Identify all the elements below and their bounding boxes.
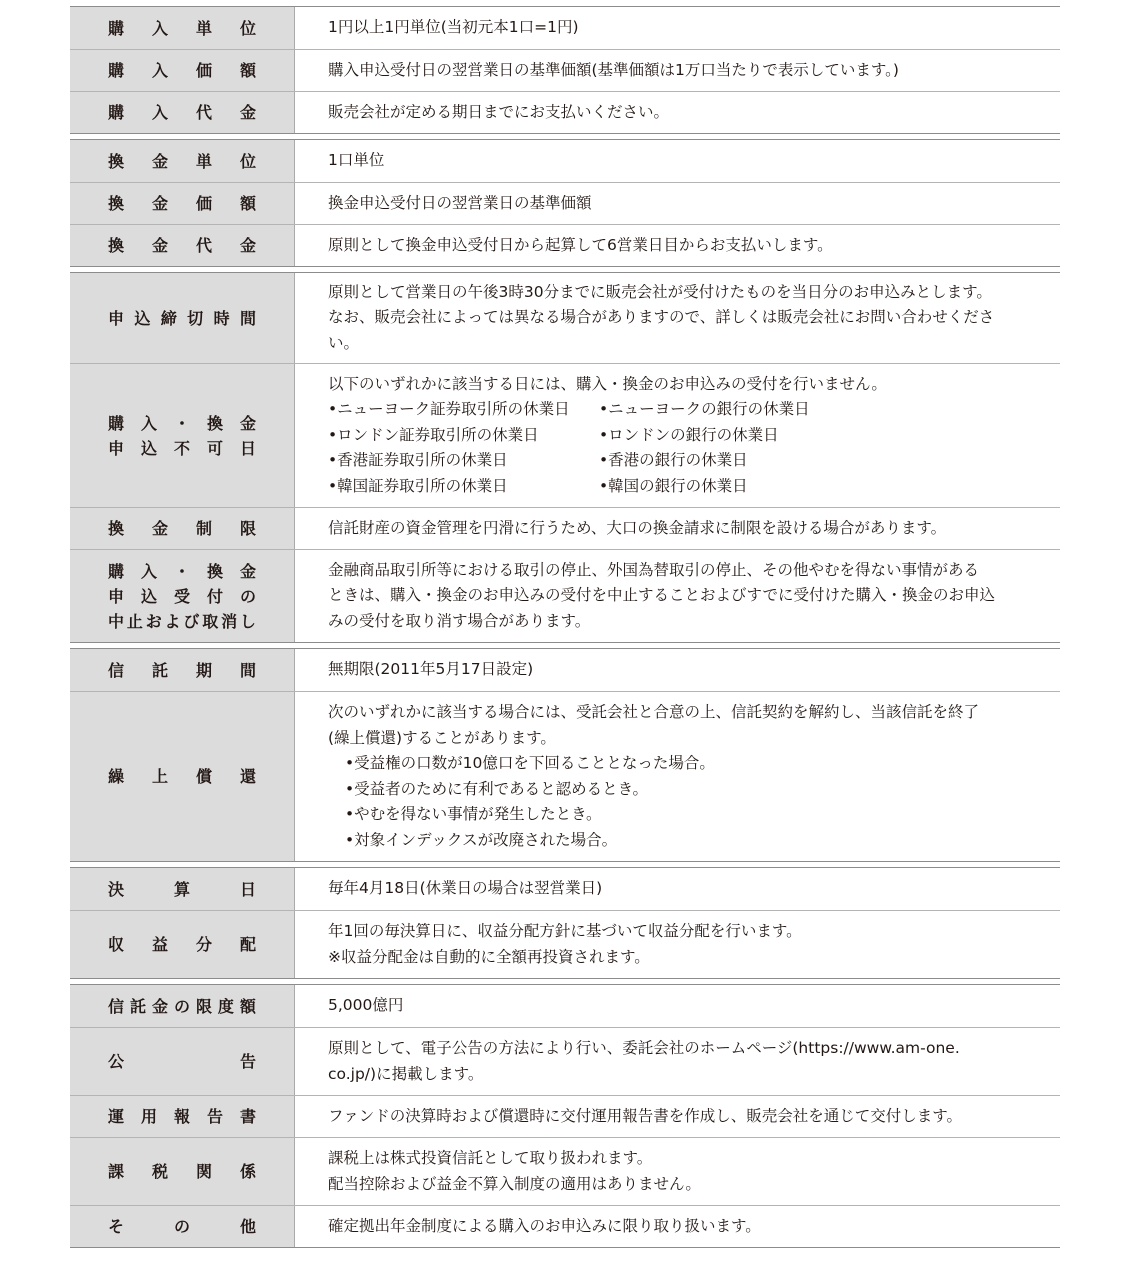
label-char: 収 bbox=[108, 935, 125, 954]
row-value bbox=[295, 364, 1060, 507]
row-label-line bbox=[108, 932, 256, 957]
row-value bbox=[295, 550, 1060, 642]
label-char: 制 bbox=[195, 519, 212, 538]
label-char: 換 bbox=[108, 236, 125, 255]
label-char: 価 bbox=[195, 194, 212, 213]
row-label-line bbox=[108, 233, 256, 258]
row-label bbox=[70, 225, 295, 266]
label-char: 分 bbox=[195, 935, 212, 954]
holiday-item: •ニューヨーク証券取引所の休業日 bbox=[328, 400, 570, 419]
label-char: 限 bbox=[195, 996, 212, 1016]
label-char: 税 bbox=[151, 1162, 168, 1181]
label-char: 入 bbox=[151, 103, 168, 122]
label-char: 額 bbox=[239, 194, 256, 213]
label-char: 告 bbox=[239, 1052, 256, 1071]
row-label-line bbox=[108, 516, 256, 541]
label-char: 金 bbox=[239, 561, 256, 581]
row-label bbox=[70, 7, 295, 49]
label-char: 決 bbox=[108, 879, 125, 899]
row-label-line bbox=[108, 658, 256, 683]
label-char: 繰 bbox=[108, 767, 125, 786]
label-char: 代 bbox=[195, 103, 212, 122]
value-line: 原則として換金申込受付日から起算して6営業日目からお支払いします。 bbox=[328, 235, 833, 254]
row-label bbox=[70, 911, 295, 978]
row-label bbox=[70, 550, 295, 642]
table-row bbox=[70, 182, 1060, 224]
label-char: 日 bbox=[239, 438, 256, 458]
table-row bbox=[70, 985, 1060, 1027]
row-label-line bbox=[108, 764, 256, 789]
holiday-list bbox=[328, 397, 1046, 499]
row-label bbox=[70, 364, 295, 507]
row-label bbox=[70, 868, 295, 910]
value-line: 次のいずれかに該当する場合には、受託会社と合意の上、信託契約を解約し、当該信託を終了 bbox=[328, 703, 980, 721]
value-line: 原則として営業日の午後3時30分までに販売会社が受付けたものを当日分のお申込みとします。 bbox=[328, 282, 992, 301]
row-label-line bbox=[108, 306, 256, 331]
label-char: 申 bbox=[108, 308, 125, 328]
holiday-item: •香港の銀行の休業日 bbox=[599, 451, 748, 470]
label-char: の bbox=[173, 996, 190, 1016]
label-char: 間 bbox=[239, 308, 256, 328]
holiday-item: •韓国証券取引所の休業日 bbox=[328, 476, 508, 495]
table-row bbox=[70, 1027, 1060, 1095]
label-char: 入 bbox=[151, 18, 168, 38]
holiday-item: •韓国の銀行の休業日 bbox=[599, 476, 748, 495]
value-line: い。 bbox=[328, 333, 360, 352]
label-char: 係 bbox=[239, 1162, 256, 1181]
label-char: 消 bbox=[221, 611, 238, 631]
table-section bbox=[70, 648, 1060, 862]
label-char: お bbox=[145, 611, 162, 631]
label-char: 換 bbox=[108, 194, 125, 213]
value-line: 1口単位 bbox=[328, 151, 385, 170]
label-char: 金 bbox=[151, 996, 168, 1016]
row-label-line bbox=[108, 609, 256, 634]
table-row bbox=[70, 868, 1060, 910]
row-label bbox=[70, 92, 295, 133]
label-char: 公 bbox=[108, 1052, 125, 1071]
bullet-item: •受益者のために有利であると認めるとき。 bbox=[345, 779, 649, 798]
row-label-line bbox=[108, 1159, 256, 1184]
row-value bbox=[295, 692, 1060, 861]
label-char: 用 bbox=[140, 1107, 157, 1126]
label-char: 信 bbox=[108, 660, 125, 680]
table-row bbox=[70, 910, 1060, 978]
row-label bbox=[70, 1028, 295, 1095]
table-row bbox=[70, 549, 1060, 642]
value-line: 換金申込受付日の翌営業日の基準価額 bbox=[328, 193, 592, 212]
bullet-item: •受益権の口数が10億口を下回ることとなった場合。 bbox=[345, 754, 715, 772]
row-label bbox=[70, 692, 295, 861]
label-char: 算 bbox=[173, 879, 190, 899]
table-row bbox=[70, 7, 1060, 49]
label-char: 取 bbox=[202, 611, 219, 631]
table-row bbox=[70, 224, 1060, 266]
value-line: 5,000億円 bbox=[328, 996, 404, 1015]
label-char: 間 bbox=[239, 660, 256, 680]
label-char: 購 bbox=[108, 61, 125, 80]
label-char: 託 bbox=[129, 996, 146, 1016]
label-char: 換 bbox=[206, 561, 223, 581]
row-label bbox=[70, 508, 295, 549]
table-section bbox=[70, 867, 1060, 979]
value-line: 以下のいずれかに該当する日には、購入・換金のお申込みの受付を行いません。 bbox=[328, 374, 887, 393]
label-char: 位 bbox=[239, 151, 256, 171]
label-char: 期 bbox=[195, 660, 212, 680]
row-label-line bbox=[108, 994, 256, 1019]
label-char: 金 bbox=[151, 236, 168, 255]
row-label-line bbox=[108, 1214, 256, 1239]
value-line: なお、販売会社によっては異なる場合がありますので、詳しくは販売会社にお問い合わせくださ bbox=[328, 308, 995, 327]
row-label-line bbox=[108, 411, 256, 436]
label-char: の bbox=[239, 586, 256, 606]
label-char: 入 bbox=[140, 561, 157, 581]
table-row bbox=[70, 49, 1060, 91]
label-char: 価 bbox=[195, 61, 212, 80]
row-value bbox=[295, 649, 1060, 691]
label-char: 金 bbox=[239, 103, 256, 122]
label-char: 換 bbox=[108, 519, 125, 538]
row-value bbox=[295, 985, 1060, 1027]
label-char: 購 bbox=[108, 413, 125, 433]
row-label bbox=[70, 50, 295, 91]
table-row bbox=[70, 1205, 1060, 1247]
table-row bbox=[70, 507, 1060, 549]
row-label bbox=[70, 1138, 295, 1205]
row-value bbox=[295, 225, 1060, 266]
table-row bbox=[70, 691, 1060, 861]
bullet-item: •対象インデックスが改廃された場合。 bbox=[345, 830, 618, 849]
value-line: 原則として、電子公告の方法により行い、委託会社のホームページ(https://www.am-one. bbox=[328, 1039, 960, 1057]
label-char: 書 bbox=[239, 1107, 256, 1126]
label-char: 時 bbox=[213, 308, 230, 328]
row-label-line bbox=[108, 436, 256, 461]
label-char: 代 bbox=[195, 236, 212, 255]
value-line: (繰上償還)することがあります。 bbox=[328, 728, 556, 747]
label-char: 申 bbox=[108, 438, 125, 458]
row-label bbox=[70, 140, 295, 182]
row-label bbox=[70, 649, 295, 691]
label-char: 上 bbox=[151, 767, 168, 786]
value-line: ときは、購入・換金のお申込みの受付を中止することおよびすでに受付けた購入・換金のお申込 bbox=[328, 586, 995, 605]
table-section bbox=[70, 6, 1060, 134]
row-value bbox=[295, 508, 1060, 549]
row-value bbox=[295, 1138, 1060, 1205]
table-row bbox=[70, 273, 1060, 363]
row-label-line bbox=[108, 877, 256, 902]
label-char: 託 bbox=[151, 660, 168, 680]
label-char: 日 bbox=[239, 879, 256, 899]
label-char: 受 bbox=[173, 586, 190, 606]
row-label-line bbox=[108, 559, 256, 584]
label-char: し bbox=[239, 611, 256, 631]
value-line: 信託財産の資金管理を円滑に行うため、大口の換金請求に制限を設ける場合があります。 bbox=[328, 518, 947, 537]
table-row bbox=[70, 140, 1060, 182]
row-label-line bbox=[108, 191, 256, 216]
row-value bbox=[295, 868, 1060, 910]
row-label bbox=[70, 1206, 295, 1247]
row-value bbox=[295, 92, 1060, 133]
bullet-item: •やむを得ない事情が発生したとき。 bbox=[345, 805, 602, 823]
label-char: の bbox=[173, 1217, 190, 1236]
label-char: 金 bbox=[239, 413, 256, 433]
label-char: 配 bbox=[239, 935, 256, 954]
label-char: 購 bbox=[108, 561, 125, 581]
label-char: 単 bbox=[195, 151, 212, 171]
value-line: 確定拠出年金制度による購入のお申込みに限り取り扱います。 bbox=[328, 1216, 761, 1235]
label-char: 切 bbox=[187, 308, 204, 328]
label-char: 換 bbox=[108, 151, 125, 171]
label-char: 還 bbox=[239, 767, 256, 786]
label-char: 償 bbox=[195, 767, 212, 786]
label-char: 不 bbox=[173, 438, 190, 458]
row-value bbox=[295, 50, 1060, 91]
holiday-item: •ニューヨークの銀行の休業日 bbox=[599, 400, 810, 419]
table-row bbox=[70, 91, 1060, 133]
holiday-item: •香港証券取引所の休業日 bbox=[328, 451, 508, 470]
holiday-item: •ロンドンの銀行の休業日 bbox=[599, 425, 779, 444]
label-char: 金 bbox=[151, 151, 168, 171]
row-value bbox=[295, 140, 1060, 182]
row-label-line bbox=[108, 100, 256, 125]
row-value bbox=[295, 7, 1060, 49]
label-char: 入 bbox=[151, 61, 168, 80]
label-char: 他 bbox=[239, 1217, 256, 1236]
value-line: 配当控除および益金不算入制度の適用はありません。 bbox=[328, 1174, 701, 1193]
label-char: 込 bbox=[140, 438, 157, 458]
label-char: 関 bbox=[195, 1162, 212, 1181]
label-char: 止 bbox=[126, 611, 143, 631]
label-char: 報 bbox=[173, 1107, 190, 1126]
table-section bbox=[70, 139, 1060, 267]
value-line: 無期限(2011年5月17日設定) bbox=[328, 660, 534, 679]
value-line: 年1回の毎決算日に、収益分配方針に基づいて収益分配を行います。 bbox=[328, 922, 802, 940]
value-line: ※収益分配金は自動的に全額再投資されます。 bbox=[328, 947, 650, 966]
label-char: 付 bbox=[206, 586, 223, 606]
label-char: 締 bbox=[160, 308, 177, 328]
value-line: みの受付を取り消す場合があります。 bbox=[328, 611, 591, 630]
label-char: 換 bbox=[206, 413, 223, 433]
label-char: 額 bbox=[239, 61, 256, 80]
label-char: 入 bbox=[140, 413, 157, 433]
row-value bbox=[295, 911, 1060, 978]
label-char: 信 bbox=[108, 996, 125, 1016]
row-value bbox=[295, 1206, 1060, 1247]
label-char: そ bbox=[108, 1217, 125, 1236]
label-char: 限 bbox=[239, 519, 256, 538]
label-char: 度 bbox=[217, 996, 234, 1016]
label-char: 中 bbox=[108, 611, 125, 631]
row-label bbox=[70, 273, 295, 363]
label-char: 金 bbox=[151, 519, 168, 538]
row-value bbox=[295, 1028, 1060, 1095]
fund-info-table bbox=[70, 6, 1060, 1253]
label-char: 金 bbox=[151, 194, 168, 213]
label-char: 位 bbox=[239, 18, 256, 38]
label-char: 金 bbox=[239, 236, 256, 255]
label-char: 告 bbox=[206, 1107, 223, 1126]
table-row bbox=[70, 363, 1060, 507]
label-char: 込 bbox=[134, 308, 151, 328]
label-char: 益 bbox=[151, 935, 168, 954]
label-char: 込 bbox=[140, 586, 157, 606]
label-char: 額 bbox=[239, 996, 256, 1016]
label-char: 購 bbox=[108, 18, 125, 38]
row-value bbox=[295, 183, 1060, 224]
label-char: 運 bbox=[108, 1107, 125, 1126]
value-line: ファンドの決算時および償還時に交付運用報告書を作成し、販売会社を通じて交付します。 bbox=[328, 1106, 962, 1125]
value-line: 金融商品取引所等における取引の停止、外国為替取引の停止、その他やむを得ない事情がある bbox=[328, 560, 980, 579]
label-char: 購 bbox=[108, 103, 125, 122]
holiday-item: •ロンドン証券取引所の休業日 bbox=[328, 425, 539, 444]
label-char: ・ bbox=[173, 561, 190, 581]
row-label bbox=[70, 985, 295, 1027]
value-line: 1円以上1円単位(当初元本1口=1円) bbox=[328, 18, 579, 37]
label-char: ・ bbox=[173, 413, 190, 433]
table-row bbox=[70, 649, 1060, 691]
value-line: co.jp/)に掲載します。 bbox=[328, 1064, 484, 1083]
value-line: 毎年4月18日(休業日の場合は翌営業日) bbox=[328, 879, 603, 898]
row-label bbox=[70, 183, 295, 224]
label-char: 課 bbox=[108, 1162, 125, 1181]
row-value bbox=[295, 273, 1060, 363]
table-section bbox=[70, 984, 1060, 1248]
row-value bbox=[295, 1096, 1060, 1137]
row-label-line bbox=[108, 16, 256, 41]
label-char: 可 bbox=[206, 438, 223, 458]
value-line: 課税上は株式投資信託として取り扱われます。 bbox=[328, 1149, 653, 1167]
label-char: よ bbox=[164, 611, 181, 631]
value-line: 販売会社が定める期日までにお支払いください。 bbox=[328, 102, 670, 121]
label-char: び bbox=[183, 611, 200, 631]
row-label-line bbox=[108, 584, 256, 609]
value-line: 購入申込受付日の翌営業日の基準価額(基準価額は1万口当たりで表示しています。) bbox=[328, 60, 899, 79]
table-row bbox=[70, 1137, 1060, 1205]
table-section bbox=[70, 272, 1060, 643]
row-label-line bbox=[108, 1049, 256, 1074]
label-char: 単 bbox=[195, 18, 212, 38]
table-row bbox=[70, 1095, 1060, 1137]
label-char: 申 bbox=[108, 586, 125, 606]
row-label-line bbox=[108, 149, 256, 174]
row-label-line bbox=[108, 58, 256, 83]
row-label bbox=[70, 1096, 295, 1137]
row-label-line bbox=[108, 1104, 256, 1129]
